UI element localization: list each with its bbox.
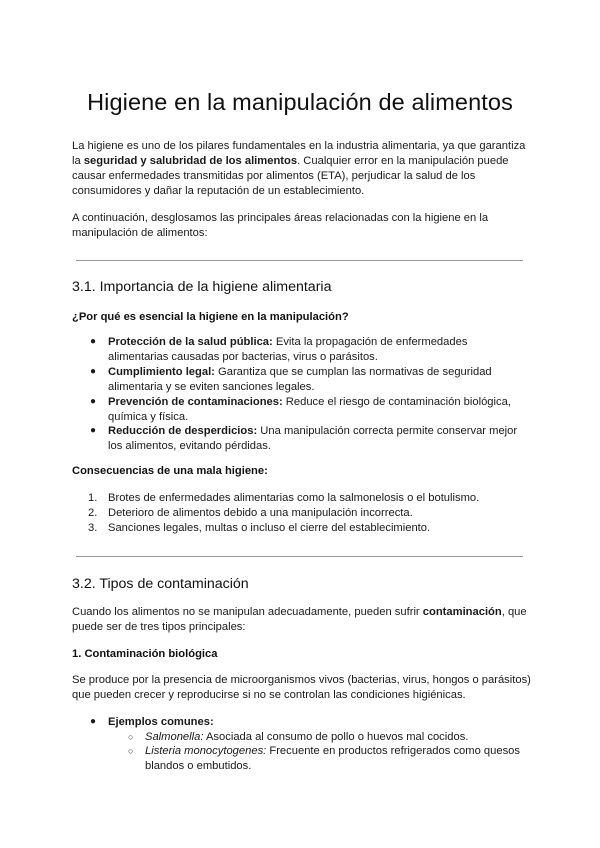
example-text: Asociada al consumo de pollo o huevos mal cocidos. bbox=[203, 731, 469, 743]
list-item bbox=[108, 424, 528, 454]
sub-bullet-icon: ○ bbox=[128, 732, 134, 742]
bullet-icon: ● bbox=[90, 396, 97, 407]
list-item-label: Reducción de desperdicios: bbox=[108, 425, 258, 437]
contamination-intro bbox=[72, 605, 532, 635]
list-item-text: Evita la propagación de enfermedades alimentarias causadas por bacterias, virus o parásitos. bbox=[108, 336, 468, 363]
list-item-text: Una manipulación correcta permite conservar mejor los alimentos, evitando pérdidas. bbox=[108, 425, 518, 452]
consequences-heading: Consecuencias de una mala higiene: bbox=[72, 465, 268, 477]
page-title: Higiene en la manipulación de alimentos bbox=[87, 89, 513, 115]
contamination-intro-text-2: , que puede ser de tres tipos principales: bbox=[72, 606, 527, 633]
list-item bbox=[108, 395, 528, 425]
list-item-text: Reduce el riesgo de contaminación biológica, química y física. bbox=[108, 396, 511, 423]
intro-paragraph bbox=[72, 139, 532, 199]
section-heading-importance: 3.1. Importancia de la higiene alimentaria bbox=[72, 279, 332, 295]
list-item-text: Garantiza que se cumplan las normativas de seguridad alimentaria y se eviten sanciones legales. bbox=[108, 366, 492, 393]
subsection-heading: 1. Contaminación biológica bbox=[72, 648, 218, 660]
examples-label: Ejemplos comunes: bbox=[108, 716, 214, 728]
bullet-icon: ● bbox=[90, 425, 97, 436]
bullet-icon: ● bbox=[90, 716, 97, 727]
list-item-label: Prevención de contaminaciones: bbox=[108, 396, 283, 408]
intro-paragraph-2: A continuación, desglosamos las principales áreas relacionadas con la higiene en la manipulación de alimentos: bbox=[72, 212, 489, 239]
numbered-item: Deterioro de alimentos debido a una manipulación incorrecta. bbox=[108, 507, 413, 519]
list-number: 1. bbox=[88, 492, 98, 504]
list-item bbox=[108, 335, 528, 365]
intro-text-2: . Cualquier error en la manipulación puede causar enfermedades transmitidas por alimentos (ETA), perjudicar la salud de los consumidores y dañar la reputación de un establecimiento. bbox=[72, 155, 509, 197]
example-text: Frecuente en productos refrigerados como quesos blandos o embutidos. bbox=[145, 745, 520, 772]
list-item bbox=[108, 365, 528, 395]
list-number: 2. bbox=[88, 507, 98, 519]
bullet-icon: ● bbox=[90, 366, 97, 377]
numbered-item: Sanciones legales, multas o incluso el cierre del establecimiento. bbox=[108, 522, 431, 534]
example-item bbox=[145, 730, 535, 745]
bullet-icon: ● bbox=[90, 336, 97, 347]
example-name: Salmonella: bbox=[145, 731, 204, 743]
numbered-item: Brotes de enfermedades alimentarias como la salmonelosis o el botulismo. bbox=[108, 492, 480, 504]
divider bbox=[76, 556, 523, 557]
contamination-intro-bold: contaminación bbox=[422, 606, 502, 618]
section-heading-contamination: 3.2. Tipos de contaminación bbox=[72, 576, 249, 592]
list-number: 3. bbox=[88, 522, 98, 534]
example-item bbox=[145, 744, 530, 774]
contamination-intro-text-1: Cuando los alimentos no se manipulan adecuadamente, pueden sufrir bbox=[72, 606, 423, 618]
sub-bullet-icon: ○ bbox=[128, 746, 134, 756]
example-name: Listeria monocytogenes: bbox=[145, 745, 267, 757]
question-heading: ¿Por qué es esencial la higiene en la manipulación? bbox=[72, 311, 349, 323]
divider bbox=[76, 260, 523, 261]
list-item-label: Protección de la salud pública: bbox=[108, 336, 273, 348]
intro-bold: seguridad y salubridad de los alimentos bbox=[83, 155, 298, 167]
intro-text-1: La higiene es uno de los pilares fundamentales en la industria alimentaria, ya que garantiza la bbox=[72, 140, 526, 167]
list-item-label: Cumplimiento legal: bbox=[108, 366, 215, 378]
biological-paragraph: Se produce por la presencia de microorganismos vivos (bacterias, virus, hongos o parásitos) que pueden crecer y reproducirse si no se controlan las condiciones higiénicas. bbox=[72, 674, 531, 701]
